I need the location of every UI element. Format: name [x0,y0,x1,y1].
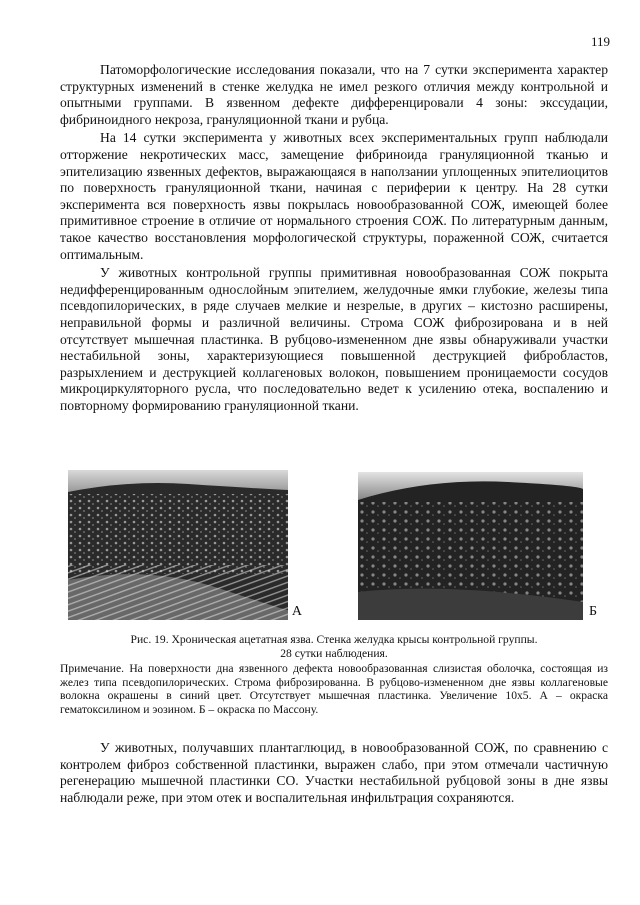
figure-label-a: А [291,604,302,619]
figure-label-b: Б [588,604,597,619]
micrograph-b-image [358,472,583,620]
figure-caption [60,633,608,661]
page-number: 119 [590,34,610,49]
body-text [60,62,608,416]
micrograph-b [358,472,597,620]
caption-line-1: Рис. 19. Хроническая ацетатная язва. Стенка желудка крысы контрольной группы. [130,633,538,646]
paragraph-2: На 14 сутки эксперимента у животных всех экспериментальных групп наблюдали отторжение некротических масс, замещение фибриноида грануляционной тканью и эпителизацию язвенных дефектов, выражающаяся в наползании уплощенных эпителиоцитов по поверхность грануляционной ткани, начиная с периферии к центру. На 28 сутки эксперимента вся поверхность язвы покрылась новообразованной СОЖ, имеющей более примитивное строение в отличие от нормального строения СОЖ. По литературным данным, такое качество восстановления морфологической структуры, пораженной СОЖ, считается оптимальным. [60,130,608,262]
paragraph-3: У животных контрольной группы примитивная новообразованная СОЖ покрыта недифференцированным однослойным эпителием, желудочные ямки глубокие, железы типа псевдопилорических, в ряде случаев мелкие и незрелые, в других – кистозно расширены, неправильной формы и различной величины. Строма СОЖ фиброзирована и в ней отсутствует мышечная пластинка. В рубцово-измененном дне язвы обнаруживали участки нестабильной зоны, характеризующиеся повышенной деструкцией фибробластов, разрыхлением и деструкцией коллагеновых волокон, повышением проницаемости сосудов микроциркуляторного русла, что последовательно ведет к усилению отека, воспалению и повторному формированию грануляционной ткани. [60,265,608,413]
figure-note: Примечание. На поверхности дна язвенного дефекта новообразованная слизистая оболочка, состоящая из желез типа псевдопилорических. Строма фиброзированна. В рубцово-измененном дне язвы коллагеновые волокна окрашены в синий цвет. Отсутствует мышечная пластинка. Увеличение 10х5. А – окраска гематоксилином и эозином. Б – окраска по Массону. [60,662,608,716]
paragraph-1: Патоморфологические исследования показали, что на 7 сутки эксперимента характер структурных изменений в стенке желудка не имел резкого отличия между контрольной и опытными группами. В язвенном дефекте дифференцировали 4 зоны: экссудации, фибриноидного некроза, грануляционной ткани и рубца. [60,62,608,127]
figure-panels [60,470,608,625]
tail-text [60,740,608,806]
caption-line-2: 28 сутки наблюдения. [280,646,388,660]
micrograph-a [68,470,302,620]
paragraph-4: У животных, получавших плантаглюцид, в новообразованной СОЖ, по сравнению с контролем фиброз собственной пластинки, выражен слабо, при этом отмечали частичную регенерацию мышечной пластинки СО. Участки нестабильной рубцовой зоны в дне язвы наблюдали реже, при этом отек и воспалительная инфильтрация сохраняются. [60,740,608,805]
micrograph-a-image [68,470,288,620]
